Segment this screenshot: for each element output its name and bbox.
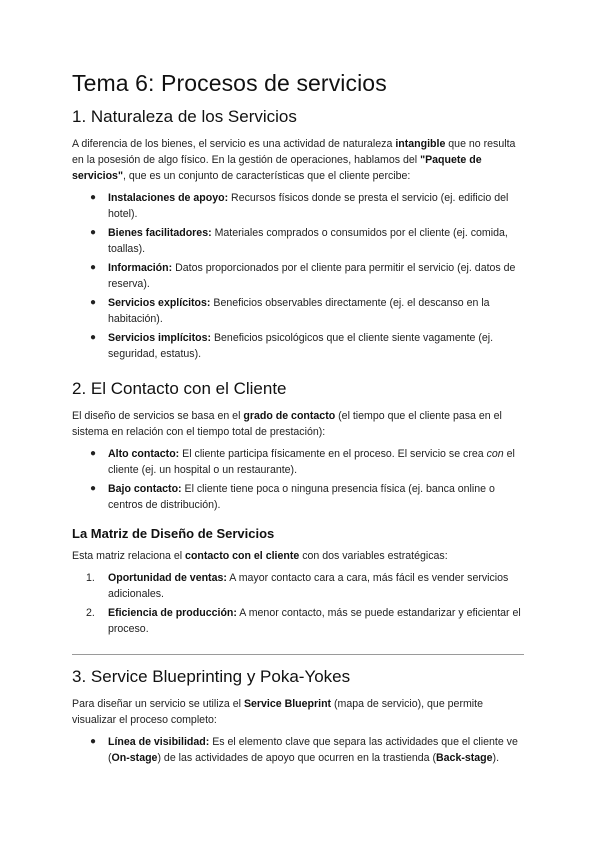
document-title: Tema 6: Procesos de servicios: [72, 70, 387, 96]
section-1-heading: 1. Naturaleza de los Servicios: [72, 107, 297, 126]
item-number: 1.: [86, 572, 95, 584]
list-item: ● Línea de visibilidad: Es el elemento clave que separa las actividades que el cliente ve (On-stage) de las actividades de apoyo que ocurren en la trastienda (Back-stage).: [90, 736, 518, 764]
strategic-variables-list: [72, 570, 527, 637]
section-divider: [72, 654, 524, 655]
section-2-heading: 2. El Contacto con el Cliente: [72, 379, 287, 398]
bullet-icon: ●: [90, 736, 97, 747]
list-item: ● Instalaciones de apoyo: Recursos físicos donde se presta el servicio (ej. edificio del hotel).: [90, 192, 509, 220]
subsection-intro: Esta matriz relaciona el contacto con el cliente con dos variables estratégicas:: [72, 550, 448, 562]
list-item: ● Alto contacto: El cliente participa físicamente en el proceso. El servicio se crea con el cliente (ej. un hospital o un restaurante).: [90, 448, 515, 476]
numbered-item: 1. Oportunidad de ventas: A mayor contacto cara a cara, más fácil es vender servicios adicionales.: [86, 572, 509, 600]
list-item: ● Servicios implícitos: Beneficios psicológicos que el cliente siente vagamente (ej. seguridad, estatus).: [90, 332, 494, 360]
document-page: [72, 70, 527, 769]
subsection-heading: La Matriz de Diseño de Servicios: [72, 526, 275, 541]
list-item: ● Servicios explícitos: Beneficios observables directamente (ej. el descanso en la habitación).: [90, 297, 490, 325]
service-package-list: [72, 190, 527, 362]
item-number: 2.: [86, 607, 95, 619]
bullet-icon: ●: [90, 262, 97, 273]
section-3-intro: Para diseñar un servicio se utiliza el Service Blueprint (mapa de servicio), que permite visualizar el proceso completo:: [72, 698, 483, 726]
section-1-intro: A diferencia de los bienes, el servicio es una actividad de naturaleza intangible que no resulta en la posesión de algo físico. En la gestión de operaciones, hablamos del "Paquete de servicios", que es un conjunto de características que el cliente percibe:: [72, 138, 516, 182]
list-item: ● Bienes facilitadores: Materiales comprados o consumidos por el cliente (ej. comida, toallas).: [90, 227, 508, 255]
blueprint-list: [72, 734, 527, 766]
bullet-icon: ●: [90, 192, 97, 203]
bullet-icon: ●: [90, 448, 97, 459]
list-item: ● Bajo contacto: El cliente tiene poca o ninguna presencia física (ej. banca online o centros de distribución).: [90, 483, 495, 511]
bullet-icon: ●: [90, 483, 97, 494]
list-item: ● Información: Datos proporcionados por el cliente para permitir el servicio (ej. datos de reserva).: [90, 262, 516, 290]
section-2-intro: El diseño de servicios se basa en el grado de contacto (el tiempo que el cliente pasa en el sistema en relación con el tiempo total de prestación):: [72, 410, 502, 438]
contact-level-list: [72, 446, 527, 513]
bullet-icon: ●: [90, 297, 97, 308]
bullet-icon: ●: [90, 332, 97, 343]
bullet-icon: ●: [90, 227, 97, 238]
numbered-item: 2. Eficiencia de producción: A menor contacto, más se puede estandarizar y eficientar el proceso.: [86, 607, 521, 635]
section-3-heading: 3. Service Blueprinting y Poka-Yokes: [72, 667, 351, 686]
